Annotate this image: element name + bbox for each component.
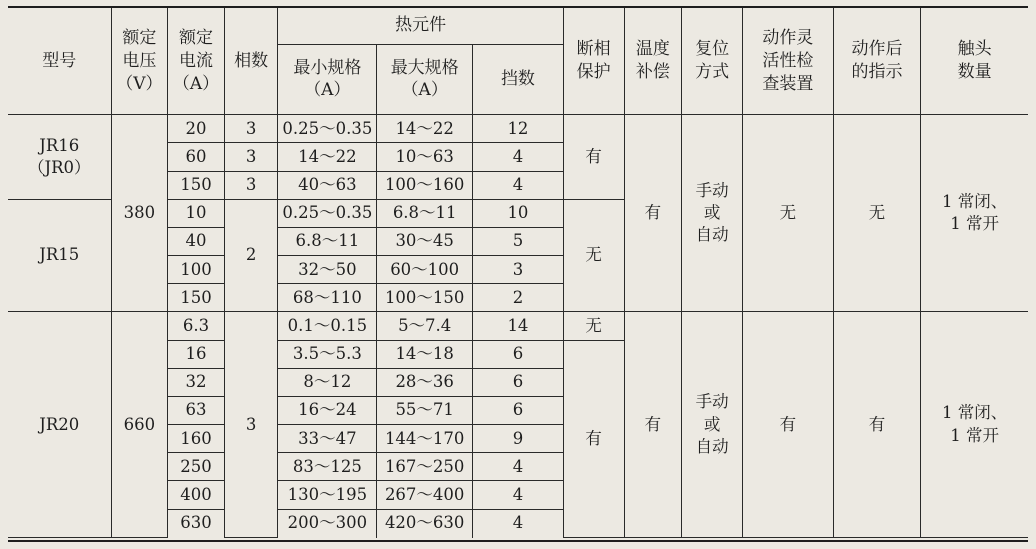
phase-loss-cell-jr20-rest: 有 bbox=[563, 340, 624, 537]
phases-cell: 3 bbox=[224, 171, 278, 199]
header-steps: 挡数 bbox=[473, 44, 564, 114]
header-thermal: 热元件 bbox=[278, 8, 563, 44]
max-spec-cell: 100～150 bbox=[377, 284, 473, 312]
min-spec-cell: 14～22 bbox=[278, 143, 377, 171]
max-spec-cell: 100～160 bbox=[377, 171, 473, 199]
header-phases: 相数 bbox=[224, 8, 278, 115]
header-phase-loss: 断相 保护 bbox=[563, 8, 624, 115]
steps-cell: 10 bbox=[473, 199, 564, 227]
min-spec-cell: 33～47 bbox=[278, 425, 377, 453]
max-spec-cell: 28～36 bbox=[377, 368, 473, 396]
phases-cell: 3 bbox=[224, 143, 278, 171]
current-cell: 16 bbox=[168, 340, 225, 368]
model-cell-jr16: JR16 （JR0） bbox=[8, 115, 111, 200]
contacts-cell-jr20: 1 常闭、 1 常开 bbox=[921, 312, 1028, 538]
min-spec-cell: 40～63 bbox=[278, 171, 377, 199]
current-cell: 150 bbox=[168, 284, 225, 312]
steps-cell: 3 bbox=[473, 256, 564, 284]
current-cell: 250 bbox=[168, 453, 225, 481]
phase-loss-cell-jr15: 无 bbox=[563, 199, 624, 312]
table-row bbox=[8, 115, 1028, 143]
table-row bbox=[8, 312, 1028, 340]
steps-cell: 14 bbox=[473, 312, 564, 340]
steps-cell: 4 bbox=[473, 171, 564, 199]
current-cell: 60 bbox=[168, 143, 225, 171]
phases-cell-jr20: 3 bbox=[224, 312, 278, 538]
max-spec-cell: 6.8～11 bbox=[377, 199, 473, 227]
header-min-spec: 最小规格 （A） bbox=[278, 44, 377, 114]
indicator-cell-upper: 无 bbox=[833, 115, 921, 312]
steps-cell: 4 bbox=[473, 509, 564, 537]
temp-comp-cell-upper: 有 bbox=[624, 115, 682, 312]
phases-cell: 3 bbox=[224, 115, 278, 143]
min-spec-cell: 83～125 bbox=[278, 453, 377, 481]
current-cell: 10 bbox=[168, 199, 225, 227]
bottom-rule bbox=[8, 540, 1028, 542]
steps-cell: 12 bbox=[473, 115, 564, 143]
header-check: 动作灵 活性检 查装置 bbox=[743, 8, 834, 115]
header-reset: 复位 方式 bbox=[682, 8, 743, 115]
header-temp-comp: 温度 补偿 bbox=[624, 8, 682, 115]
header-indicator: 动作后 的指示 bbox=[833, 8, 921, 115]
thermal-relay-spec-table bbox=[8, 8, 1028, 538]
phase-loss-cell-jr20-first: 无 bbox=[563, 312, 624, 340]
max-spec-cell: 144～170 bbox=[377, 425, 473, 453]
current-cell: 40 bbox=[168, 227, 225, 255]
steps-cell: 6 bbox=[473, 368, 564, 396]
steps-cell: 4 bbox=[473, 481, 564, 509]
current-cell: 400 bbox=[168, 481, 225, 509]
current-cell: 160 bbox=[168, 425, 225, 453]
min-spec-cell: 0.25～0.35 bbox=[278, 115, 377, 143]
header-contacts: 触头 数量 bbox=[921, 8, 1028, 115]
header-model: 型号 bbox=[8, 8, 111, 115]
max-spec-cell: 14～18 bbox=[377, 340, 473, 368]
current-cell: 32 bbox=[168, 368, 225, 396]
min-spec-cell: 8～12 bbox=[278, 368, 377, 396]
header-current: 额定 电流 （A） bbox=[168, 8, 225, 115]
phase-loss-cell-jr16: 有 bbox=[563, 115, 624, 200]
steps-cell: 9 bbox=[473, 425, 564, 453]
min-spec-cell: 0.25～0.35 bbox=[278, 199, 377, 227]
reset-cell-jr20: 手动 或 自动 bbox=[682, 312, 743, 538]
min-spec-cell: 130～195 bbox=[278, 481, 377, 509]
indicator-cell-jr20: 有 bbox=[833, 312, 921, 538]
min-spec-cell: 3.5～5.3 bbox=[278, 340, 377, 368]
current-cell: 6.3 bbox=[168, 312, 225, 340]
max-spec-cell: 60～100 bbox=[377, 256, 473, 284]
min-spec-cell: 0.1～0.15 bbox=[278, 312, 377, 340]
min-spec-cell: 16～24 bbox=[278, 396, 377, 424]
current-cell: 100 bbox=[168, 256, 225, 284]
steps-cell: 6 bbox=[473, 396, 564, 424]
max-spec-cell: 30～45 bbox=[377, 227, 473, 255]
min-spec-cell: 6.8～11 bbox=[278, 227, 377, 255]
model-cell-jr15: JR15 bbox=[8, 199, 111, 312]
voltage-cell-660: 660 bbox=[111, 312, 168, 538]
model-cell-jr20: JR20 bbox=[8, 312, 111, 538]
current-cell: 20 bbox=[168, 115, 225, 143]
steps-cell: 6 bbox=[473, 340, 564, 368]
check-cell-upper: 无 bbox=[743, 115, 834, 312]
current-cell: 63 bbox=[168, 396, 225, 424]
max-spec-cell: 267～400 bbox=[377, 481, 473, 509]
header-max-spec: 最大规格 （A） bbox=[377, 44, 473, 114]
max-spec-cell: 55～71 bbox=[377, 396, 473, 424]
current-cell: 630 bbox=[168, 509, 225, 537]
min-spec-cell: 200～300 bbox=[278, 509, 377, 537]
max-spec-cell: 5～7.4 bbox=[377, 312, 473, 340]
max-spec-cell: 10～63 bbox=[377, 143, 473, 171]
temp-comp-cell-jr20: 有 bbox=[624, 312, 682, 538]
reset-cell-upper: 手动 或 自动 bbox=[682, 115, 743, 312]
phases-cell-jr15: 2 bbox=[224, 199, 278, 312]
max-spec-cell: 167～250 bbox=[377, 453, 473, 481]
header-row-1 bbox=[8, 8, 1028, 44]
steps-cell: 2 bbox=[473, 284, 564, 312]
current-cell: 150 bbox=[168, 171, 225, 199]
check-cell-jr20: 有 bbox=[743, 312, 834, 538]
contacts-cell-upper: 1 常闭、 1 常开 bbox=[921, 115, 1028, 312]
voltage-cell-380: 380 bbox=[111, 115, 168, 312]
min-spec-cell: 68～110 bbox=[278, 284, 377, 312]
max-spec-cell: 14～22 bbox=[377, 115, 473, 143]
steps-cell: 4 bbox=[473, 143, 564, 171]
min-spec-cell: 32～50 bbox=[278, 256, 377, 284]
steps-cell: 5 bbox=[473, 227, 564, 255]
steps-cell: 4 bbox=[473, 453, 564, 481]
max-spec-cell: 420～630 bbox=[377, 509, 473, 537]
header-voltage: 额定 电压 （V） bbox=[111, 8, 168, 115]
